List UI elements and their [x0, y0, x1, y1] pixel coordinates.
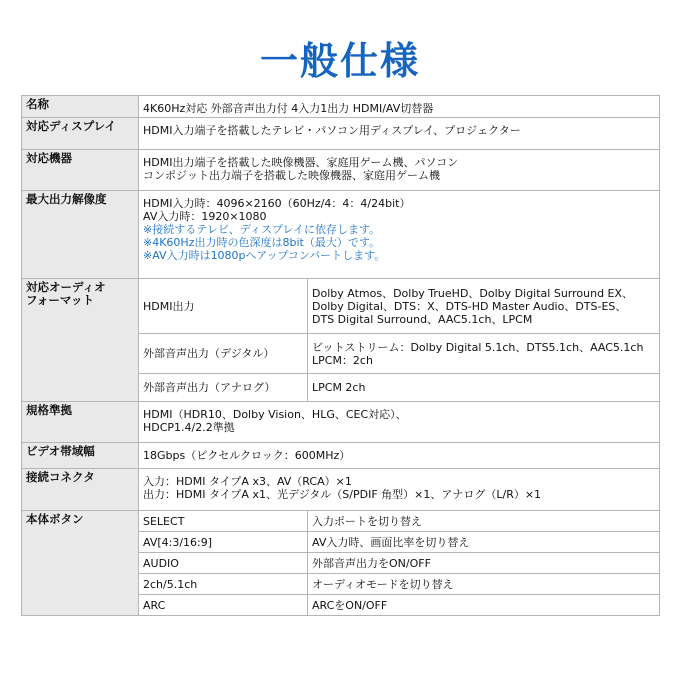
audio-label-line: フォーマット — [26, 293, 94, 307]
button-name: 2ch/5.1ch — [139, 574, 308, 595]
button-desc: 入力ポートを切り替え — [308, 511, 660, 532]
button-name: AUDIO — [139, 553, 308, 574]
table-row-button — [22, 511, 660, 532]
connectors-line: 入力：HDMI タイプA x3、AV（RCA）×1 — [143, 475, 352, 488]
row-label-audio — [22, 279, 139, 402]
audio-line: DTS Digital Surround、AAC5.1ch、LPCM — [312, 312, 533, 326]
row-label-resolution: 最大出力解像度 — [22, 191, 139, 279]
row-label-standard: 規格準拠 — [22, 402, 139, 443]
button-desc: オーディオモードを切り替え — [308, 574, 660, 595]
resolution-line: HDMI入力時：4096×2160（60Hz/4：4：4/24bit） — [143, 197, 411, 210]
page-title: 一般仕様 — [259, 39, 420, 83]
table-row-name — [22, 96, 660, 118]
audio-sub-label: 外部音声出力（デジタル） — [139, 334, 308, 374]
row-value-name: 4K60Hz対応 外部音声出力付 4入力1出力 HDMI/AV切替器 — [139, 96, 660, 118]
row-label-display: 対応ディスプレイ — [22, 118, 139, 150]
button-desc: 外部音声出力をON/OFF — [308, 553, 660, 574]
resolution-note: ※4K60Hz出力時の色深度は8bit（最大）です。 — [143, 236, 380, 249]
audio-sub-value: LPCM 2ch — [308, 374, 660, 402]
button-name: SELECT — [139, 511, 308, 532]
audio-sub-value — [308, 334, 660, 374]
row-value-bandwidth: 18Gbps（ピクセルクロック：600MHz） — [139, 443, 660, 469]
devices-line: HDMI出力端子を搭載した映像機器、家庭用ゲーム機、パソコン — [143, 156, 459, 169]
button-name: ARC — [139, 595, 308, 616]
row-label-devices: 対応機器 — [22, 150, 139, 191]
resolution-note: ※接続するテレビ、ディスプレイに依存します。 — [143, 223, 381, 236]
standard-line: HDMI（HDR10、Dolby Vision、HLG、CEC対応）、 — [143, 408, 407, 421]
audio-line: Dolby Atmos、Dolby TrueHD、Dolby Digital Surround EX、 — [312, 286, 634, 300]
table-row-standard — [22, 402, 660, 443]
row-label-connectors: 接続コネクタ — [22, 469, 139, 511]
connectors-line: 出力：HDMI タイプA x1、光デジタル（S/PDIF 角型）×1、アナログ（L/R）×1 — [143, 488, 542, 501]
resolution-note: ※AV入力時は1080pへアップコンバートします。 — [143, 249, 386, 262]
audio-label-line: 対応オーディオ — [26, 280, 106, 294]
button-desc: AV入力時、画面比率を切り替え — [308, 532, 660, 553]
row-label-name: 名称 — [22, 96, 139, 118]
row-label-bandwidth: ビデオ帯域幅 — [22, 443, 139, 469]
button-desc: ARCをON/OFF — [308, 595, 660, 616]
row-value-devices — [139, 150, 660, 191]
row-value-standard — [139, 402, 660, 443]
row-label-buttons: 本体ボタン — [22, 511, 139, 616]
spec-table — [21, 95, 660, 616]
button-name: AV[4:3/16:9] — [139, 532, 308, 553]
table-row-display — [22, 118, 660, 150]
table-row-devices — [22, 150, 660, 191]
row-value-connectors — [139, 469, 660, 511]
audio-sub-label: 外部音声出力（アナログ） — [139, 374, 308, 402]
audio-line: Dolby Digital、DTS：X、DTS-HD Master Audio、DTS-ES、 — [312, 299, 627, 313]
table-row-bandwidth — [22, 443, 660, 469]
audio-line: LPCM：2ch — [312, 353, 373, 367]
audio-line: ビットストリーム：Dolby Digital 5.1ch、DTS5.1ch、AAC5.1ch — [312, 340, 644, 354]
table-row-connectors — [22, 469, 660, 511]
table-row-resolution — [22, 191, 660, 279]
audio-sub-label: HDMI出力 — [139, 279, 308, 334]
row-value-display: HDMI入力端子を搭載したテレビ・パソコン用ディスプレイ、プロジェクター — [139, 118, 660, 150]
devices-line: コンポジット出力端子を搭載した映像機器、家庭用ゲーム機 — [143, 169, 440, 182]
audio-sub-value — [308, 279, 660, 334]
resolution-line: AV入力時：1920×1080 — [143, 210, 267, 223]
row-value-resolution — [139, 191, 660, 279]
standard-line: HDCP1.4/2.2準拠 — [143, 421, 235, 434]
table-row-audio-hdmi — [22, 279, 660, 334]
